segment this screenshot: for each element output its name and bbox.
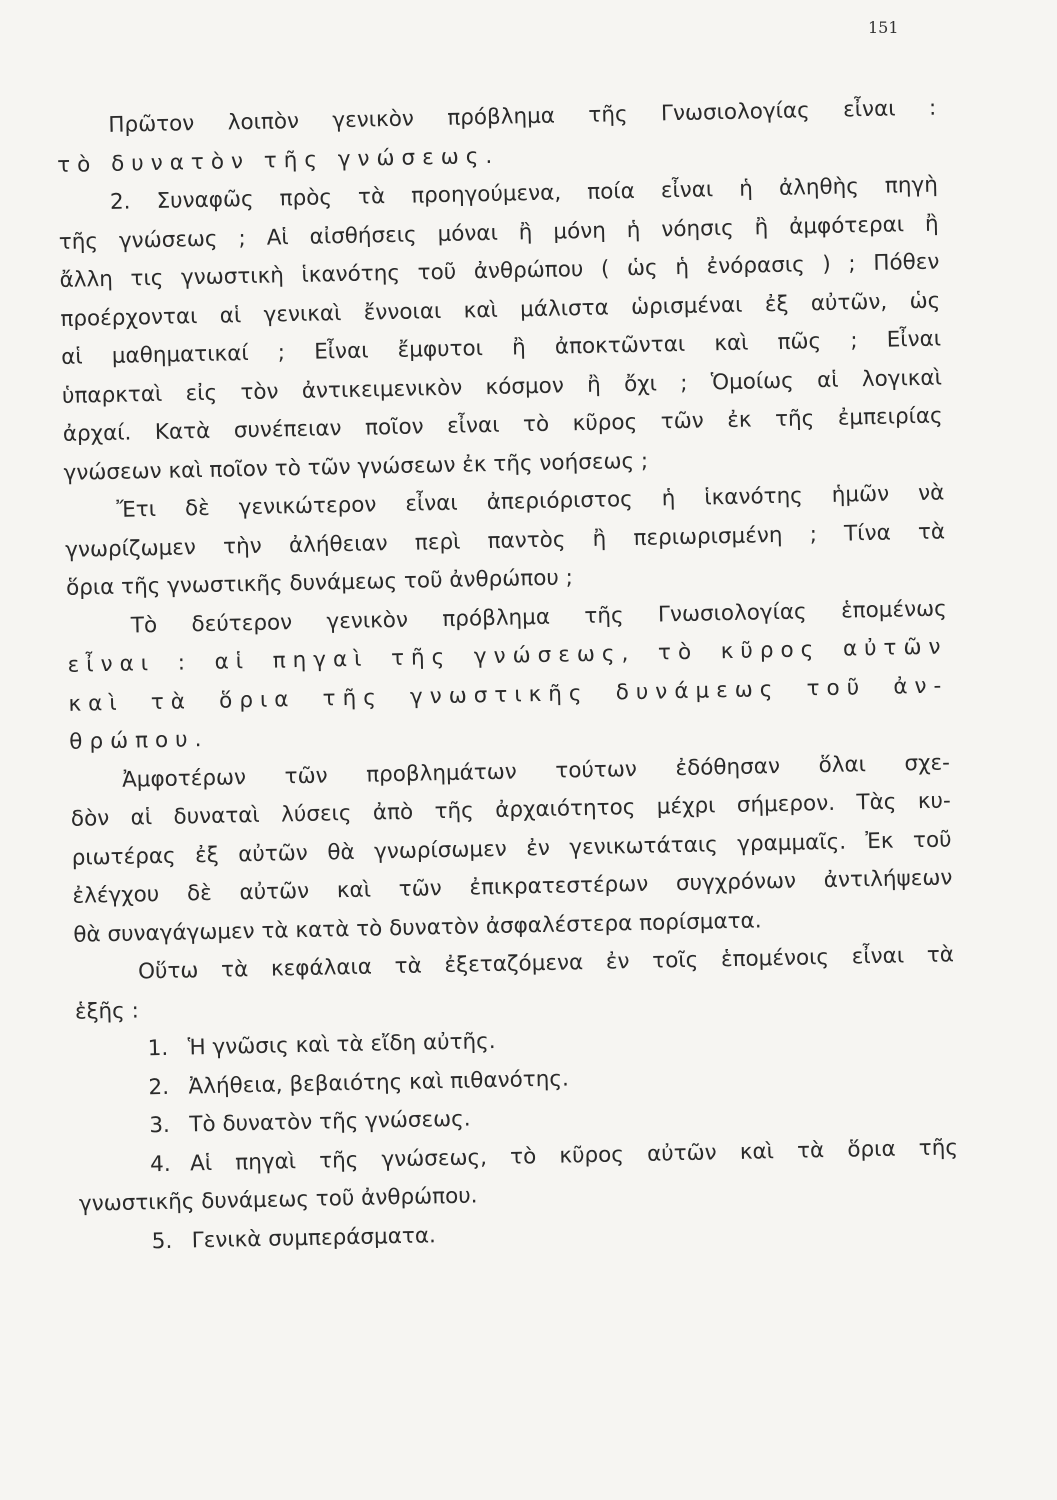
text-line: προέρχονται αἱ γενικαὶ ἔννοιαι καὶ μάλιστα ὡρισμέναι ἐξ αὐτῶν, ὡς bbox=[60, 288, 941, 332]
paragraph bbox=[70, 744, 954, 955]
text-line: Πρῶτον λοιπὸν γενικὸν πρόβλημα τῆς Γνωσιολογίας εἶναι : bbox=[108, 95, 937, 138]
text-line: Οὕτω τὰ κεφάλαια τὰ ἐξεταζόμενα ἐν τοῖς ἑπομένοις εἶναι τὰ bbox=[137, 942, 955, 985]
chapter-title-continuation: γνωστικῆς δυνάμεως τοῦ ἀνθρώπου. bbox=[78, 1183, 478, 1217]
text-line: αἱ μαθηματικαί ; Εἶναι ἔμφυτοι ἢ ἀποκτῶνται καὶ πῶς ; Εἶναι bbox=[60, 326, 942, 370]
text-line: γνωρίζωμεν τὴν ἀλήθειαν περὶ παντὸς ἢ περιωρισμένη ; Τίνα τὰ bbox=[64, 518, 946, 563]
text-line: ἀρχαί. Κατὰ συνέπειαν ποῖον εἶναι τὸ κῦρος τῶν ἐκ τῆς ἐμπειρίας bbox=[62, 403, 943, 447]
text-line: θρώπου. bbox=[69, 726, 209, 755]
chapter-number: 1. bbox=[147, 1035, 169, 1062]
chapter-title: Γενικὰ συμπεράσματα. bbox=[191, 1222, 437, 1253]
text-line: ἄλλη τις γνωστικὴ ἱκανότης τοῦ ἀνθρώπου ( ὡς ἡ ἐνόρασις ) ; Πόθεν bbox=[59, 249, 940, 293]
text-line: Ἀμφοτέρων τῶν προβλημάτων τούτων ἐδόθησαν ὅλαι σχε- bbox=[121, 749, 951, 793]
text-line: δὸν αἱ δυναταὶ λύσεις ἀπὸ τῆς ἀρχαιότητος μέχρι σήμερον. Τὰς κυ- bbox=[70, 788, 951, 832]
text-line: γνώσεων καὶ ποῖον τὸ τῶν γνώσεων ἐκ τῆς νοήσεως ; bbox=[63, 448, 649, 486]
paragraph bbox=[66, 590, 949, 762]
paragraph bbox=[64, 474, 946, 608]
text-line: ὑπαρκταὶ εἰς τὸν ἀντικειμενικὸν κόσμον ἢ ὄχι ; Ὁμοίως αἱ λογικαὶ bbox=[61, 365, 943, 409]
chapter-number: 2. bbox=[148, 1074, 170, 1100]
text-line: ἐλέγχου δὲ αὐτῶν καὶ τῶν ἐπικρατεστέρων συγχρόνων ἀντιλήψεων bbox=[72, 865, 953, 909]
text-line: 2. Συναφῶς πρὸς τὰ προηγούμενα, ποία εἶναι ἡ ἀληθὴς πηγὴ bbox=[109, 172, 939, 215]
chapter-title: Τὸ δυνατὸν τῆς γνώσεως. bbox=[189, 1106, 471, 1138]
chapter-list bbox=[75, 1013, 960, 1262]
text-line: ριωτέρας ἐξ αὐτῶν θὰ γνωρίσωμεν ἐν γενικωτάταις γραμμαῖς. Ἐκ τοῦ bbox=[71, 826, 952, 871]
text-line: ὅρια τῆς γνωστικῆς δυνάμεως τοῦ ἀνθρώπου ; bbox=[65, 565, 574, 601]
chapter-number: 4. bbox=[149, 1151, 171, 1177]
chapter-title: Ἀλήθεια, βεβαιότης καὶ πιθανότης. bbox=[188, 1065, 570, 1099]
page-number: 151 bbox=[868, 18, 899, 37]
text-line: τῆς γνώσεως ; Αἱ αἰσθήσεις μόναι ἢ μόνη ἡ νόησις ἢ ἀμφότεραι ἢ bbox=[58, 211, 939, 255]
text-line: εἶναι : αἱ πηγαὶ τῆς γνώσεως, τὸ κῦρος αὐτῶν bbox=[67, 634, 948, 678]
chapter-number: 5. bbox=[151, 1228, 173, 1254]
text-line: ἑξῆς : bbox=[74, 997, 140, 1025]
paragraph bbox=[58, 167, 944, 493]
text-line: θὰ συναγάγωμεν τὰ κατὰ τὸ δυνατὸν ἀσφαλέστερα πορίσματα. bbox=[73, 907, 762, 948]
page-body bbox=[56, 90, 960, 1263]
chapter-title: Ἡ γνῶσις καὶ τὰ εἴδη αὐτῆς. bbox=[187, 1029, 496, 1061]
text-line: καὶ τὰ ὅρια τῆς γνωστικῆς δυνάμεως τοῦ ἀν- bbox=[68, 672, 949, 717]
text-line: Ἔτι δὲ γενικώτερον εἶναι ἀπεριόριστος ἡ ἱκανότης ἡμῶν νὰ bbox=[116, 480, 945, 523]
text-line: τὸ δυνατὸν τῆς γνώσεως. bbox=[56, 143, 500, 178]
text-line: Τὸ δεύτερον γενικὸν πρόβλημα τῆς Γνωσιολογίας ἑπομένως bbox=[130, 595, 947, 639]
chapter-title: Αἱ πηγαὶ τῆς γνώσεως, τὸ κῦρος αὐτῶν καὶ τὰ ὅρια τῆς bbox=[189, 1134, 959, 1176]
chapter-number: 3. bbox=[149, 1112, 171, 1139]
